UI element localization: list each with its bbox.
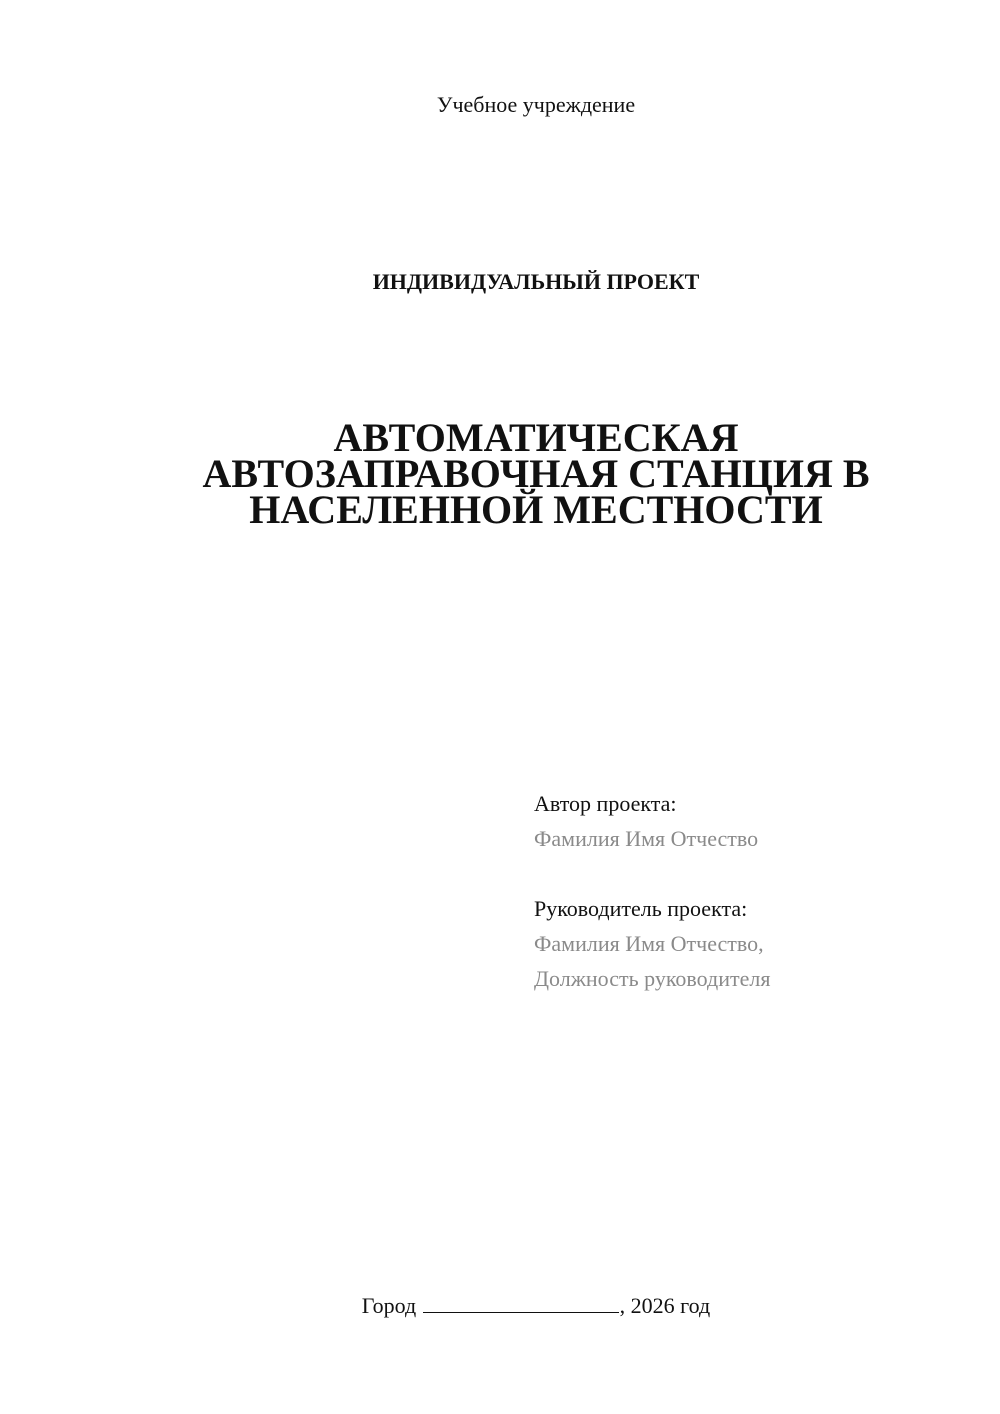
city-blank-field [423,1290,619,1313]
city-label: Город [361,1293,417,1318]
project-title [0,415,1000,532]
supervisor-name: Фамилия Имя Отчество, [534,931,764,956]
project-title-line: АВТОЗАПРАВОЧНАЯ СТАНЦИЯ В [202,451,870,496]
author-name: Фамилия Имя Отчество [534,826,759,851]
supervisor-position: Должность руководителя [534,966,771,991]
year-text: , 2026 год [619,1293,711,1318]
project-title-line: АВТОМАТИЧЕСКАЯ [333,415,739,460]
institution-name: Учебное учреждение [436,92,636,117]
city-year-line [0,1290,1000,1321]
supervisor-label: Руководитель проекта: [534,896,748,921]
project-type-heading: ИНДИВИДУАЛЬНЫЙ ПРОЕКТ [372,269,700,294]
author-label: Автор проекта: [534,791,677,816]
project-title-line: НАСЕЛЕННОЙ МЕСТНОСТИ [249,487,823,532]
project-people-block [534,786,974,996]
spacer [534,856,974,891]
